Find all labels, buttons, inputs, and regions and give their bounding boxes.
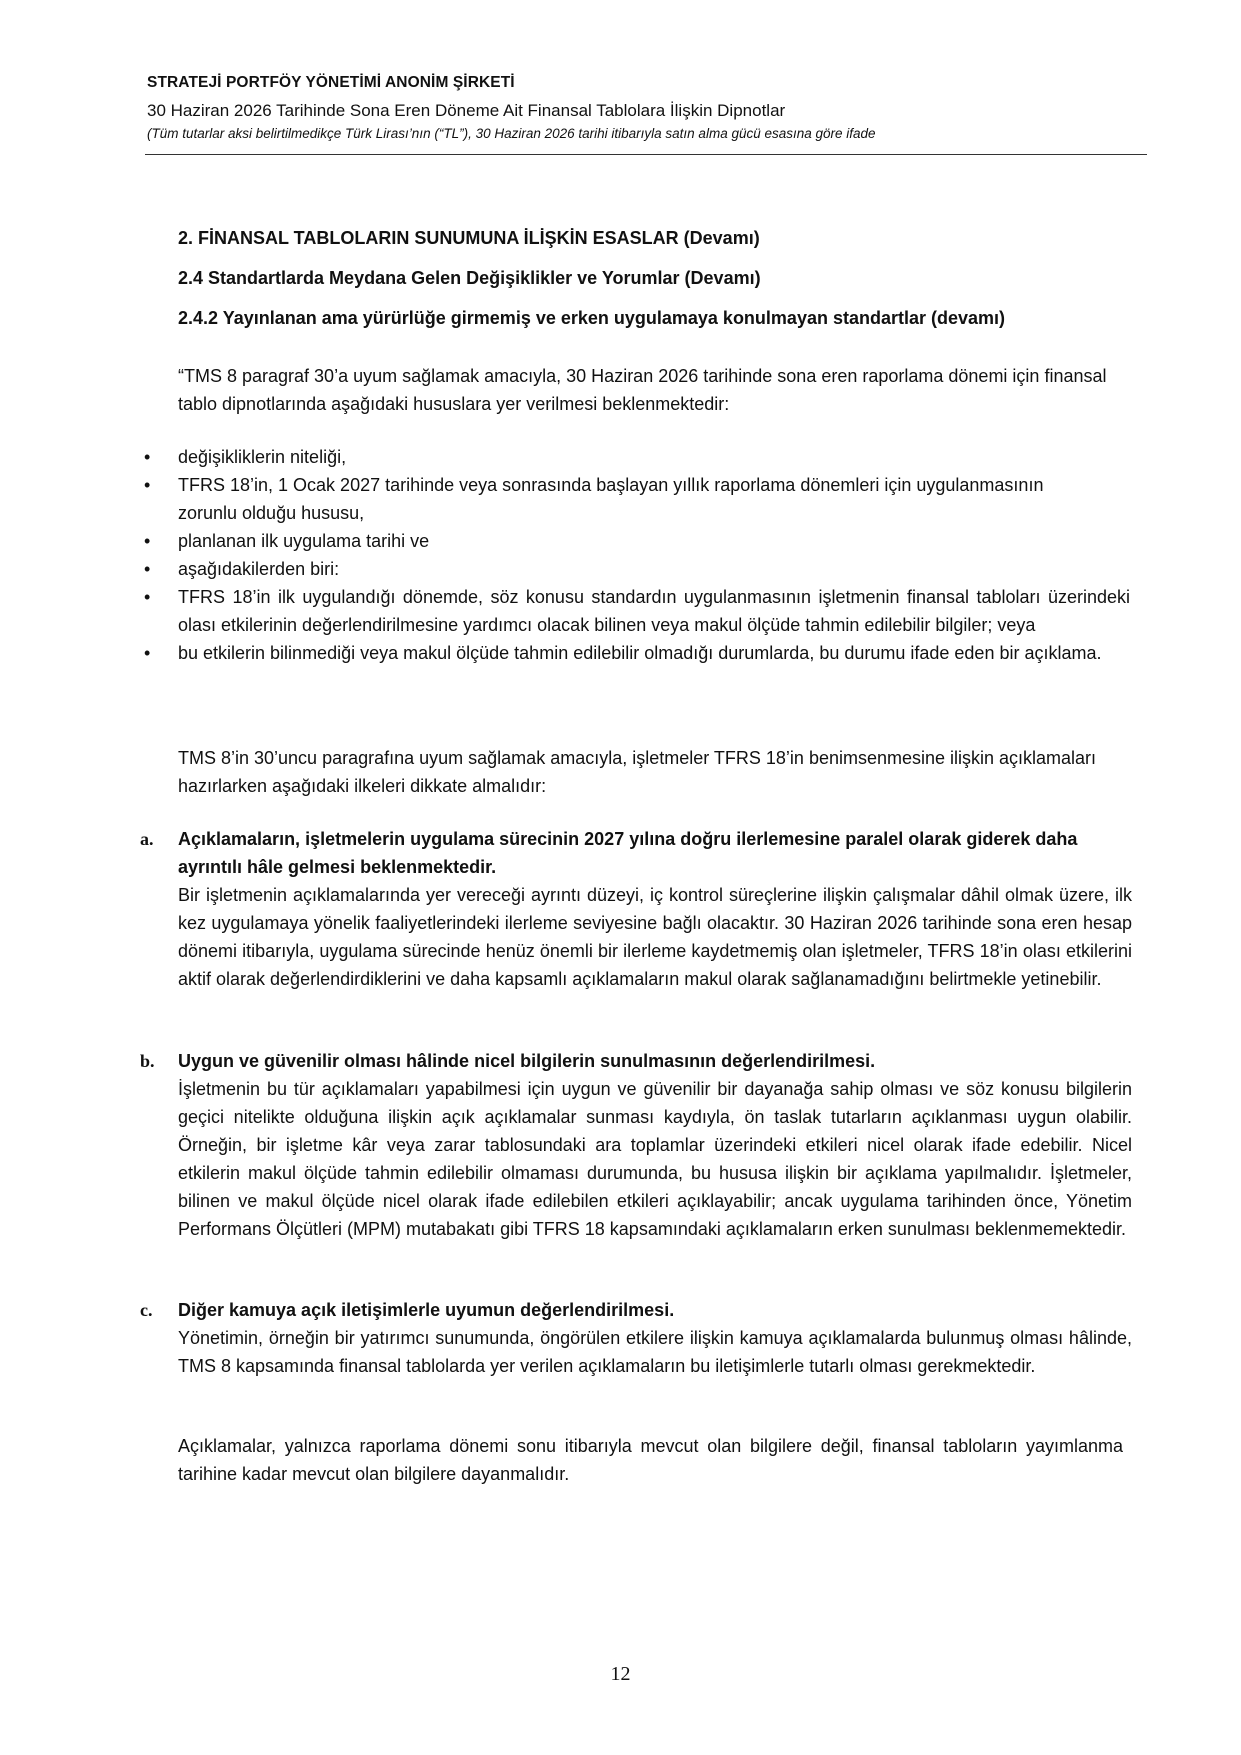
item-title: Diğer kamuya açık iletişimlerle uyumun değerlendirilmesi. bbox=[178, 1300, 675, 1320]
item-marker: b. bbox=[140, 1051, 155, 1071]
list-item-text: bu etkilerin bilinmediği veya makul ölçüde tahmin edilebilir olmadığı durumlarda, bu durumu ifade eden bir açıklama. bbox=[178, 643, 1102, 663]
section-heading: 2. FİNANSAL TABLOLARIN SUNUMUNA İLİŞKİN ESASLAR (Devamı) bbox=[178, 228, 760, 248]
principle-item-a bbox=[140, 825, 1132, 993]
principles-intro-paragraph: TMS 8’in 30’uncu paragrafına uyum sağlamak amacıyla, işletmeler TFRS 18’in benimsenmesine ilişkin açıklamaları hazırlarken aşağıdaki ilkeleri dikkate almalıdır: bbox=[178, 748, 1097, 796]
requirements-list bbox=[140, 443, 1130, 667]
list-item bbox=[140, 443, 1130, 471]
bullet-icon: • bbox=[144, 643, 151, 663]
header-divider bbox=[145, 154, 1147, 155]
item-title: Açıklamaların, işletmelerin uygulama sürecinin 2027 yılına doğru ilerlemesine paralel olarak giderek daha ayrıntılı hâle gelmesi beklenmektedir. bbox=[178, 829, 1078, 877]
list-item bbox=[140, 639, 1130, 667]
list-item-text: TFRS 18’in ilk uygulandığı dönemde, söz konusu standardın uygulanmasının işletmenin finansal tabloları üzerindeki olası etkilerinin değerlendirilmesine yardımcı olacak bilinen veya makul ölçüde tahmin edilebilir bilgiler; veya bbox=[178, 587, 1130, 635]
list-item bbox=[140, 471, 1130, 527]
intro-paragraph: “TMS 8 paragraf 30’a uyum sağlamak amacıyla, 30 Haziran 2026 tarihinde sona eren raporlama dönemi için finansal tablo dipnotlarında aşağıdaki hususlara yer verilmesi beklenmektedir: bbox=[178, 366, 1107, 414]
item-text: Yönetimin, örneğin bir yatırımcı sunumunda, öngörülen etkilere ilişkin kamuya açıklamalarda bulunmuş olması hâlinde, TMS 8 kapsamında finansal tablolarda yer verilen açıklamaların bu iletişimlerle tutarlı olması gerekmektedir. bbox=[178, 1328, 1132, 1376]
item-text: Bir işletmenin açıklamalarında yer vereceği ayrıntı düzeyi, iç kontrol süreçlerine ilişkin çalışmalar dâhil olmak üzere, ilk kez uygulamaya yönelik faaliyetlerindeki ilerleme seviyesine bağlı olacaktır. 30 Haziran 2026 tarihinde sona eren hesap dönemi itibarıyla, uygulama sürecinde henüz önemli bir ilerleme kaydetmemiş olan işletmeler, TFRS 18’in olası etkilerini aktif olarak değerlendirdiklerini ve daha kapsamlı açıklamaların makul olarak sağlanamadığını belirtmekle yetinebilir. bbox=[178, 885, 1132, 989]
page-number: 12 bbox=[610, 1663, 631, 1685]
bullet-icon: • bbox=[144, 447, 151, 467]
list-item-text: değişikliklerin niteliği, bbox=[178, 447, 347, 467]
item-text: İşletmenin bu tür açıklamaları yapabilmesi için uygun ve güvenilir bir dayanağa sahip olması ve söz konusu bilgilerin geçici nitelikte olduğuna ilişkin açık açıklamalar sunması kaydıyla, ön taslak tutarların açıklanması uygun olabilir. Örneğin, bir işletme kâr veya zarar tablosundaki ara toplamlar üzerindeki etkileri nicel olarak ifade edebilir. Nicel etkilerin makul ölçüde tahmin edilebilir olmaması durumunda, bu hususa ilişkin bir açıklama yapılmalıdır. İşletmeler, bilinen ve makul ölçüde nicel olarak ifade edilebilen etkileri açıklayabilir; ancak uygulama tarihinden önce, Yönetim Performans Ölçütleri (MPM) mutabakatı gibi TFRS 18 kapsamındaki açıklamaların erken sunulması beklenmemektedir. bbox=[178, 1079, 1132, 1239]
item-title: Uygun ve güvenilir olması hâlinde nicel bilgilerin sunulmasının değerlendirilmesi. bbox=[178, 1051, 876, 1071]
item-marker: a. bbox=[140, 829, 154, 849]
bullet-icon: • bbox=[144, 559, 151, 579]
header-note: (Tüm tutarlar aksi belirtilmedikçe Türk Lirası’nın (“TL”), 30 Haziran 2026 tarihi itibarıyla satın alma gücü esasına göre ifade bbox=[147, 126, 876, 141]
list-item bbox=[140, 583, 1130, 639]
subsection-heading: 2.4 Standartlarda Meydana Gelen Değişiklikler ve Yorumlar (Devamı) bbox=[178, 268, 761, 288]
header-company-name: STRATEJİ PORTFÖY YÖNETİMİ ANONİM ŞİRKETİ bbox=[147, 74, 515, 91]
bullet-icon: • bbox=[144, 475, 151, 495]
bullet-icon: • bbox=[144, 587, 151, 607]
list-item-text: TFRS 18’in, 1 Ocak 2027 tarihinde veya sonrasında başlayan yıllık raporlama dönemleri için uygulanmasının zorunlu olduğu hususu, bbox=[178, 475, 1044, 523]
bullet-icon: • bbox=[144, 531, 151, 551]
list-item-text: planlanan ilk uygulama tarihi ve bbox=[178, 531, 430, 551]
principle-item-b bbox=[140, 1047, 1132, 1243]
item-marker: c. bbox=[140, 1300, 153, 1320]
header-subtitle: 30 Haziran 2026 Tarihinde Sona Eren Döneme Ait Finansal Tablolara İlişkin Dipnotlar bbox=[147, 101, 786, 120]
subsubsection-heading: 2.4.2 Yayınlanan ama yürürlüğe girmemiş ve erken uygulamaya konulmayan standartlar (devamı) bbox=[178, 308, 1006, 328]
closing-paragraph: Açıklamalar, yalnızca raporlama dönemi sonu itibarıyla mevcut olan bilgilere değil, finansal tabloların yayımlanma tarihine kadar mevcut olan bilgilere dayanmalıdır. bbox=[178, 1436, 1123, 1484]
list-item bbox=[140, 527, 1130, 555]
principle-item-c bbox=[140, 1296, 1132, 1380]
list-item bbox=[140, 555, 1130, 583]
list-item-text: aşağıdakilerden biri: bbox=[178, 559, 340, 579]
